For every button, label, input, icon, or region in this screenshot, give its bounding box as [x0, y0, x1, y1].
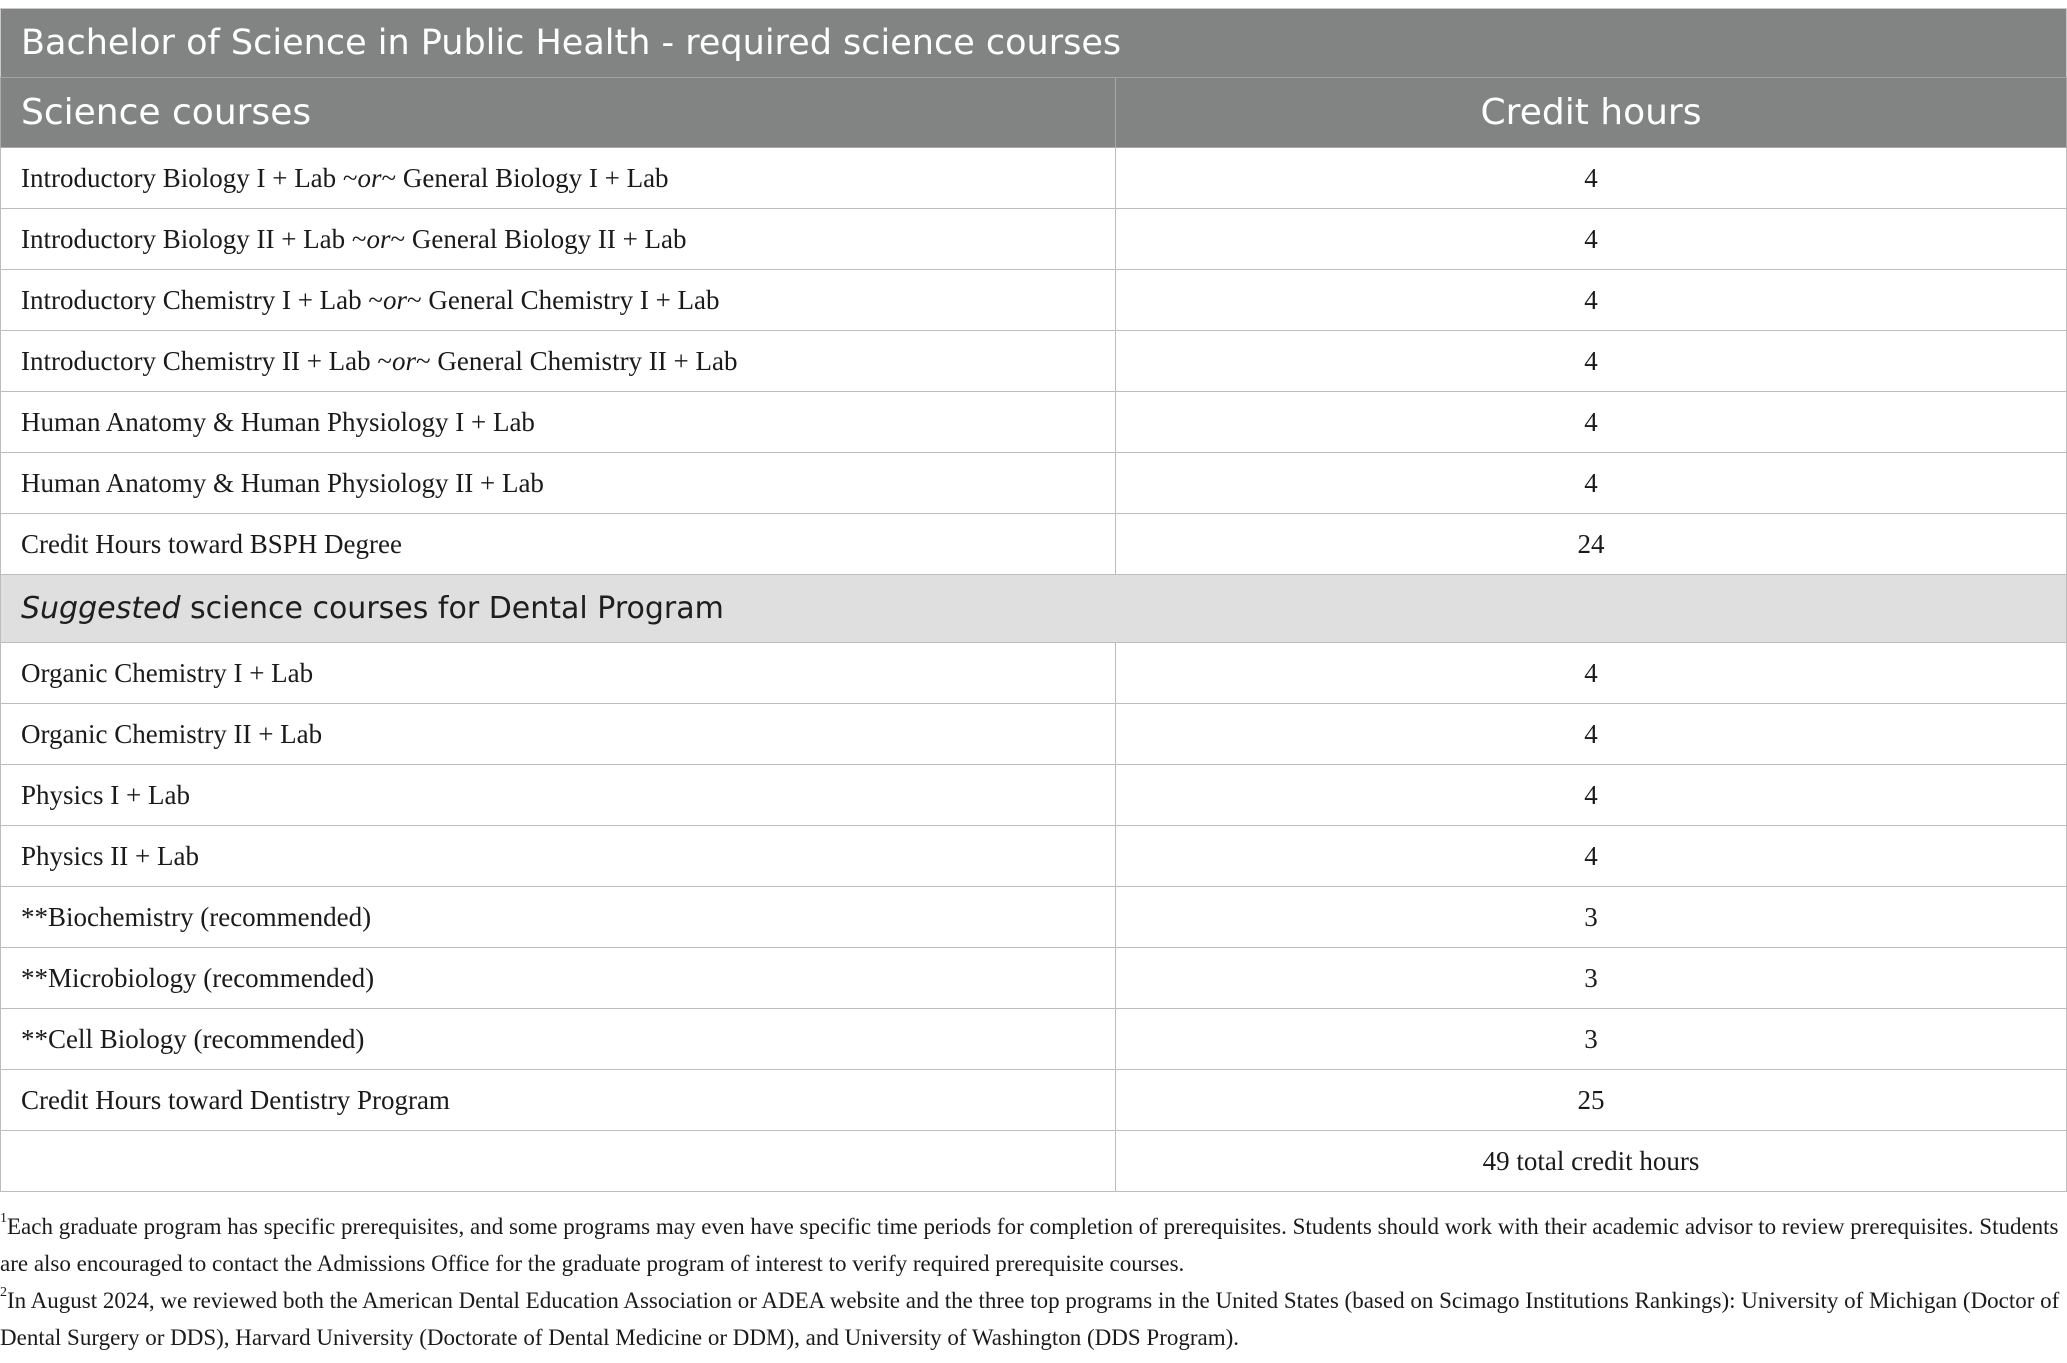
course-cell: Physics I + Lab: [1, 765, 1116, 826]
footnote-1: [0, 1208, 2060, 1282]
credit-hours-cell: 4: [1116, 453, 2067, 514]
total-row: [1, 1131, 2067, 1192]
table-title-row: [1, 9, 2067, 78]
column-header-courses: Science courses: [1, 78, 1116, 148]
course-cell: Introductory Chemistry II + Lab ~or~ General Chemistry II + Lab: [1, 331, 1116, 392]
course-cell: **Cell Biology (recommended): [1, 1009, 1116, 1070]
course-cell: Organic Chemistry II + Lab: [1, 704, 1116, 765]
total-label: [1, 1131, 1116, 1192]
credit-hours-cell: 3: [1116, 948, 2067, 1009]
subtotal-value: 25: [1116, 1070, 2067, 1131]
section-header-row: [1, 575, 2067, 643]
credit-hours-cell: 4: [1116, 209, 2067, 270]
section-header-text: science courses for Dental Program: [180, 591, 724, 626]
footnote-marker: 2: [0, 1285, 7, 1300]
footnote-text: In August 2024, we reviewed both the American Dental Education Association or ADEA website and the three top programs in the United States (based on Scimago Institutions Rankings): University of Michigan (Doctor of Dental Surgery or DDS), Harvard University (Doctorate of Dental Medicine or DDM), and University of Washington (DDS Program).: [0, 1288, 2060, 1350]
table-row: [1, 209, 2067, 270]
total-value: 49 total credit hours: [1116, 1131, 2067, 1192]
table-row: [1, 1009, 2067, 1070]
column-header-credit-hours: Credit hours: [1116, 78, 2067, 148]
credit-hours-cell: 4: [1116, 826, 2067, 887]
course-cell: Human Anatomy & Human Physiology II + Lab: [1, 453, 1116, 514]
table-row: [1, 331, 2067, 392]
credit-hours-cell: 4: [1116, 331, 2067, 392]
course-cell: Human Anatomy & Human Physiology I + Lab: [1, 392, 1116, 453]
table-row: [1, 643, 2067, 704]
table-row: [1, 392, 2067, 453]
table-row: [1, 704, 2067, 765]
course-table: [0, 8, 2067, 1192]
subtotal-label: Credit Hours toward Dentistry Program: [1, 1070, 1116, 1131]
credit-hours-cell: 3: [1116, 1009, 2067, 1070]
credit-hours-cell: 3: [1116, 887, 2067, 948]
course-cell: **Microbiology (recommended): [1, 948, 1116, 1009]
footnote-2: [0, 1282, 2060, 1356]
course-cell: Physics II + Lab: [1, 826, 1116, 887]
credit-hours-cell: 4: [1116, 392, 2067, 453]
table-row: [1, 453, 2067, 514]
course-cell: Introductory Biology II + Lab ~or~ General Biology II + Lab: [1, 209, 1116, 270]
table-row: [1, 887, 2067, 948]
subtotal-row-bsph: [1, 514, 2067, 575]
footnote-text: Each graduate program has specific prerequisites, and some programs may even have specific time periods for completion of prerequisites. Students should work with their academic advisor to review prerequisites. Students are also encouraged to contact the Admissions Office for the graduate program of interest to verify required prerequisite courses.: [0, 1214, 2059, 1276]
course-cell: Introductory Biology I + Lab ~or~ General Biology I + Lab: [1, 148, 1116, 209]
table-row: [1, 948, 2067, 1009]
section-header-emphasis: Suggested: [21, 591, 181, 626]
credit-hours-cell: 4: [1116, 270, 2067, 331]
course-cell: Introductory Chemistry I + Lab ~or~ General Chemistry I + Lab: [1, 270, 1116, 331]
course-table-container: [0, 8, 2066, 1192]
course-cell: Organic Chemistry I + Lab: [1, 643, 1116, 704]
credit-hours-cell: 4: [1116, 765, 2067, 826]
table-row: [1, 826, 2067, 887]
credit-hours-cell: 4: [1116, 704, 2067, 765]
subtotal-value: 24: [1116, 514, 2067, 575]
subtotal-label: Credit Hours toward BSPH Degree: [1, 514, 1116, 575]
credit-hours-cell: 4: [1116, 643, 2067, 704]
section-header: [1, 575, 2067, 643]
table-title: Bachelor of Science in Public Health - required science courses: [1, 9, 2067, 78]
course-cell: **Biochemistry (recommended): [1, 887, 1116, 948]
table-header-row: [1, 78, 2067, 148]
footnotes: [0, 1208, 2060, 1356]
table-row: [1, 148, 2067, 209]
subtotal-row-dentistry: [1, 1070, 2067, 1131]
table-row: [1, 270, 2067, 331]
footnote-marker: 1: [0, 1211, 7, 1226]
credit-hours-cell: 4: [1116, 148, 2067, 209]
table-row: [1, 765, 2067, 826]
